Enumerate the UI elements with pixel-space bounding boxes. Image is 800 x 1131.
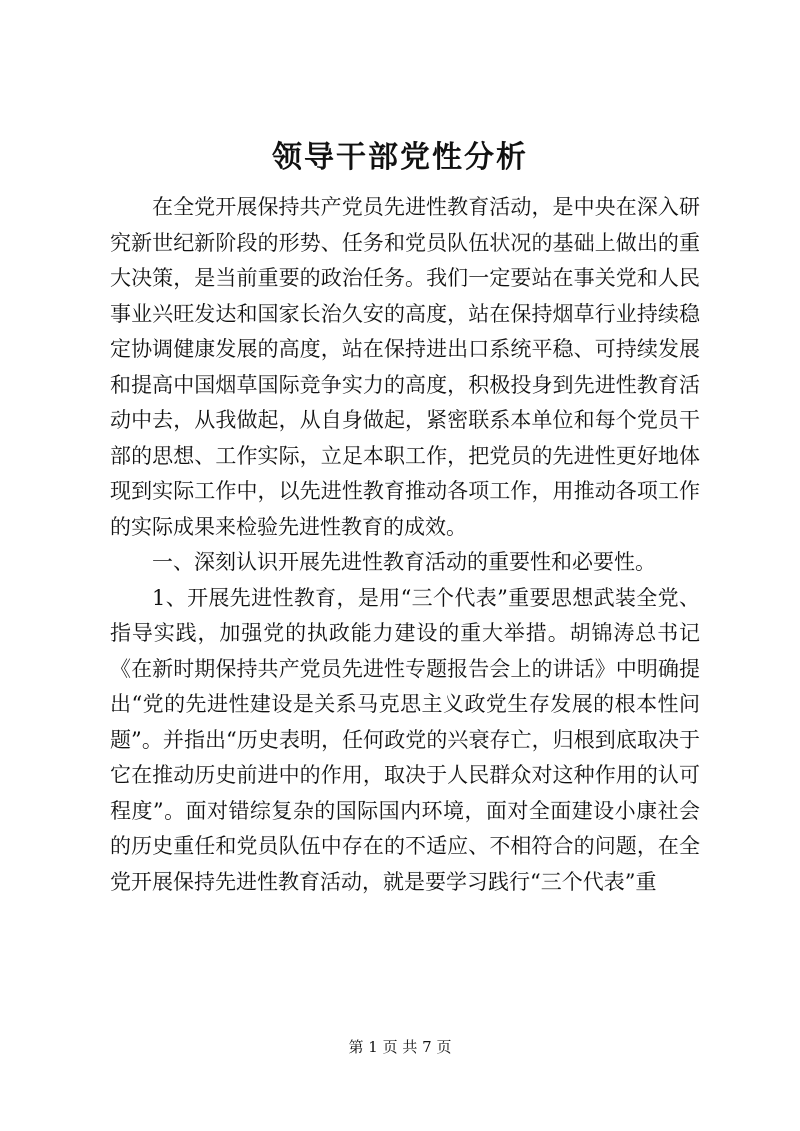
paragraph-intro: 在全党开展保持共产党员先进性教育活动，是中央在深入研究新世纪新阶段的形势、任务和党员队伍状况的基础上做出的重大决策，是当前重要的政治任务。我们一定要站在事关党和人民事业兴旺发达和国家长治久安的高度，站在保持烟草行业持续稳定协调健康发展的高度，站在保持进出口系统平稳、可持续发展和提高中国烟草国际竞争实力的高度，积极投身到先进性教育活动中去，从我做起，从自身做起，紧密联系本单位和每个党员干部的思想、工作实际，立足本职工作，把党员的先进性更好地体现到实际工作中，以先进性教育推动各项工作，用推动各项工作的实际成果来检验先进性教育的成效。 xyxy=(110,195,700,539)
page-footer: 第 1 页 共 7 页 xyxy=(348,1038,452,1056)
document-title: 领导干部党性分析 xyxy=(272,140,528,175)
paragraph-point-1: 1、开展先进性教育，是用“三个代表”重要思想武装全党、指导实践，加强党的执政能力建设的重大举措。胡锦涛总书记《在新时期保持共产党员先进性专题报告会上的讲话》中明确提出“党的先进性建设是关系马克思主义政党生存发展的根本性问题”。并指出“历史表明，任何政党的兴衰存亡，归根到底取决于它在推动历史前进中的作用，取决于人民群众对这种作用的认可程度”。面对错综复杂的国际国内环境，面对全面建设小康社会的历史重任和党员队伍中存在的不适应、不相符合的问题，在全党开展保持先进性教育活动，就是要学习践行“三个代表”重 xyxy=(110,585,700,894)
paragraph-section-heading: 一、深刻认识开展先进性教育活动的重要性和必要性。 xyxy=(152,550,656,574)
document-body xyxy=(110,190,700,900)
